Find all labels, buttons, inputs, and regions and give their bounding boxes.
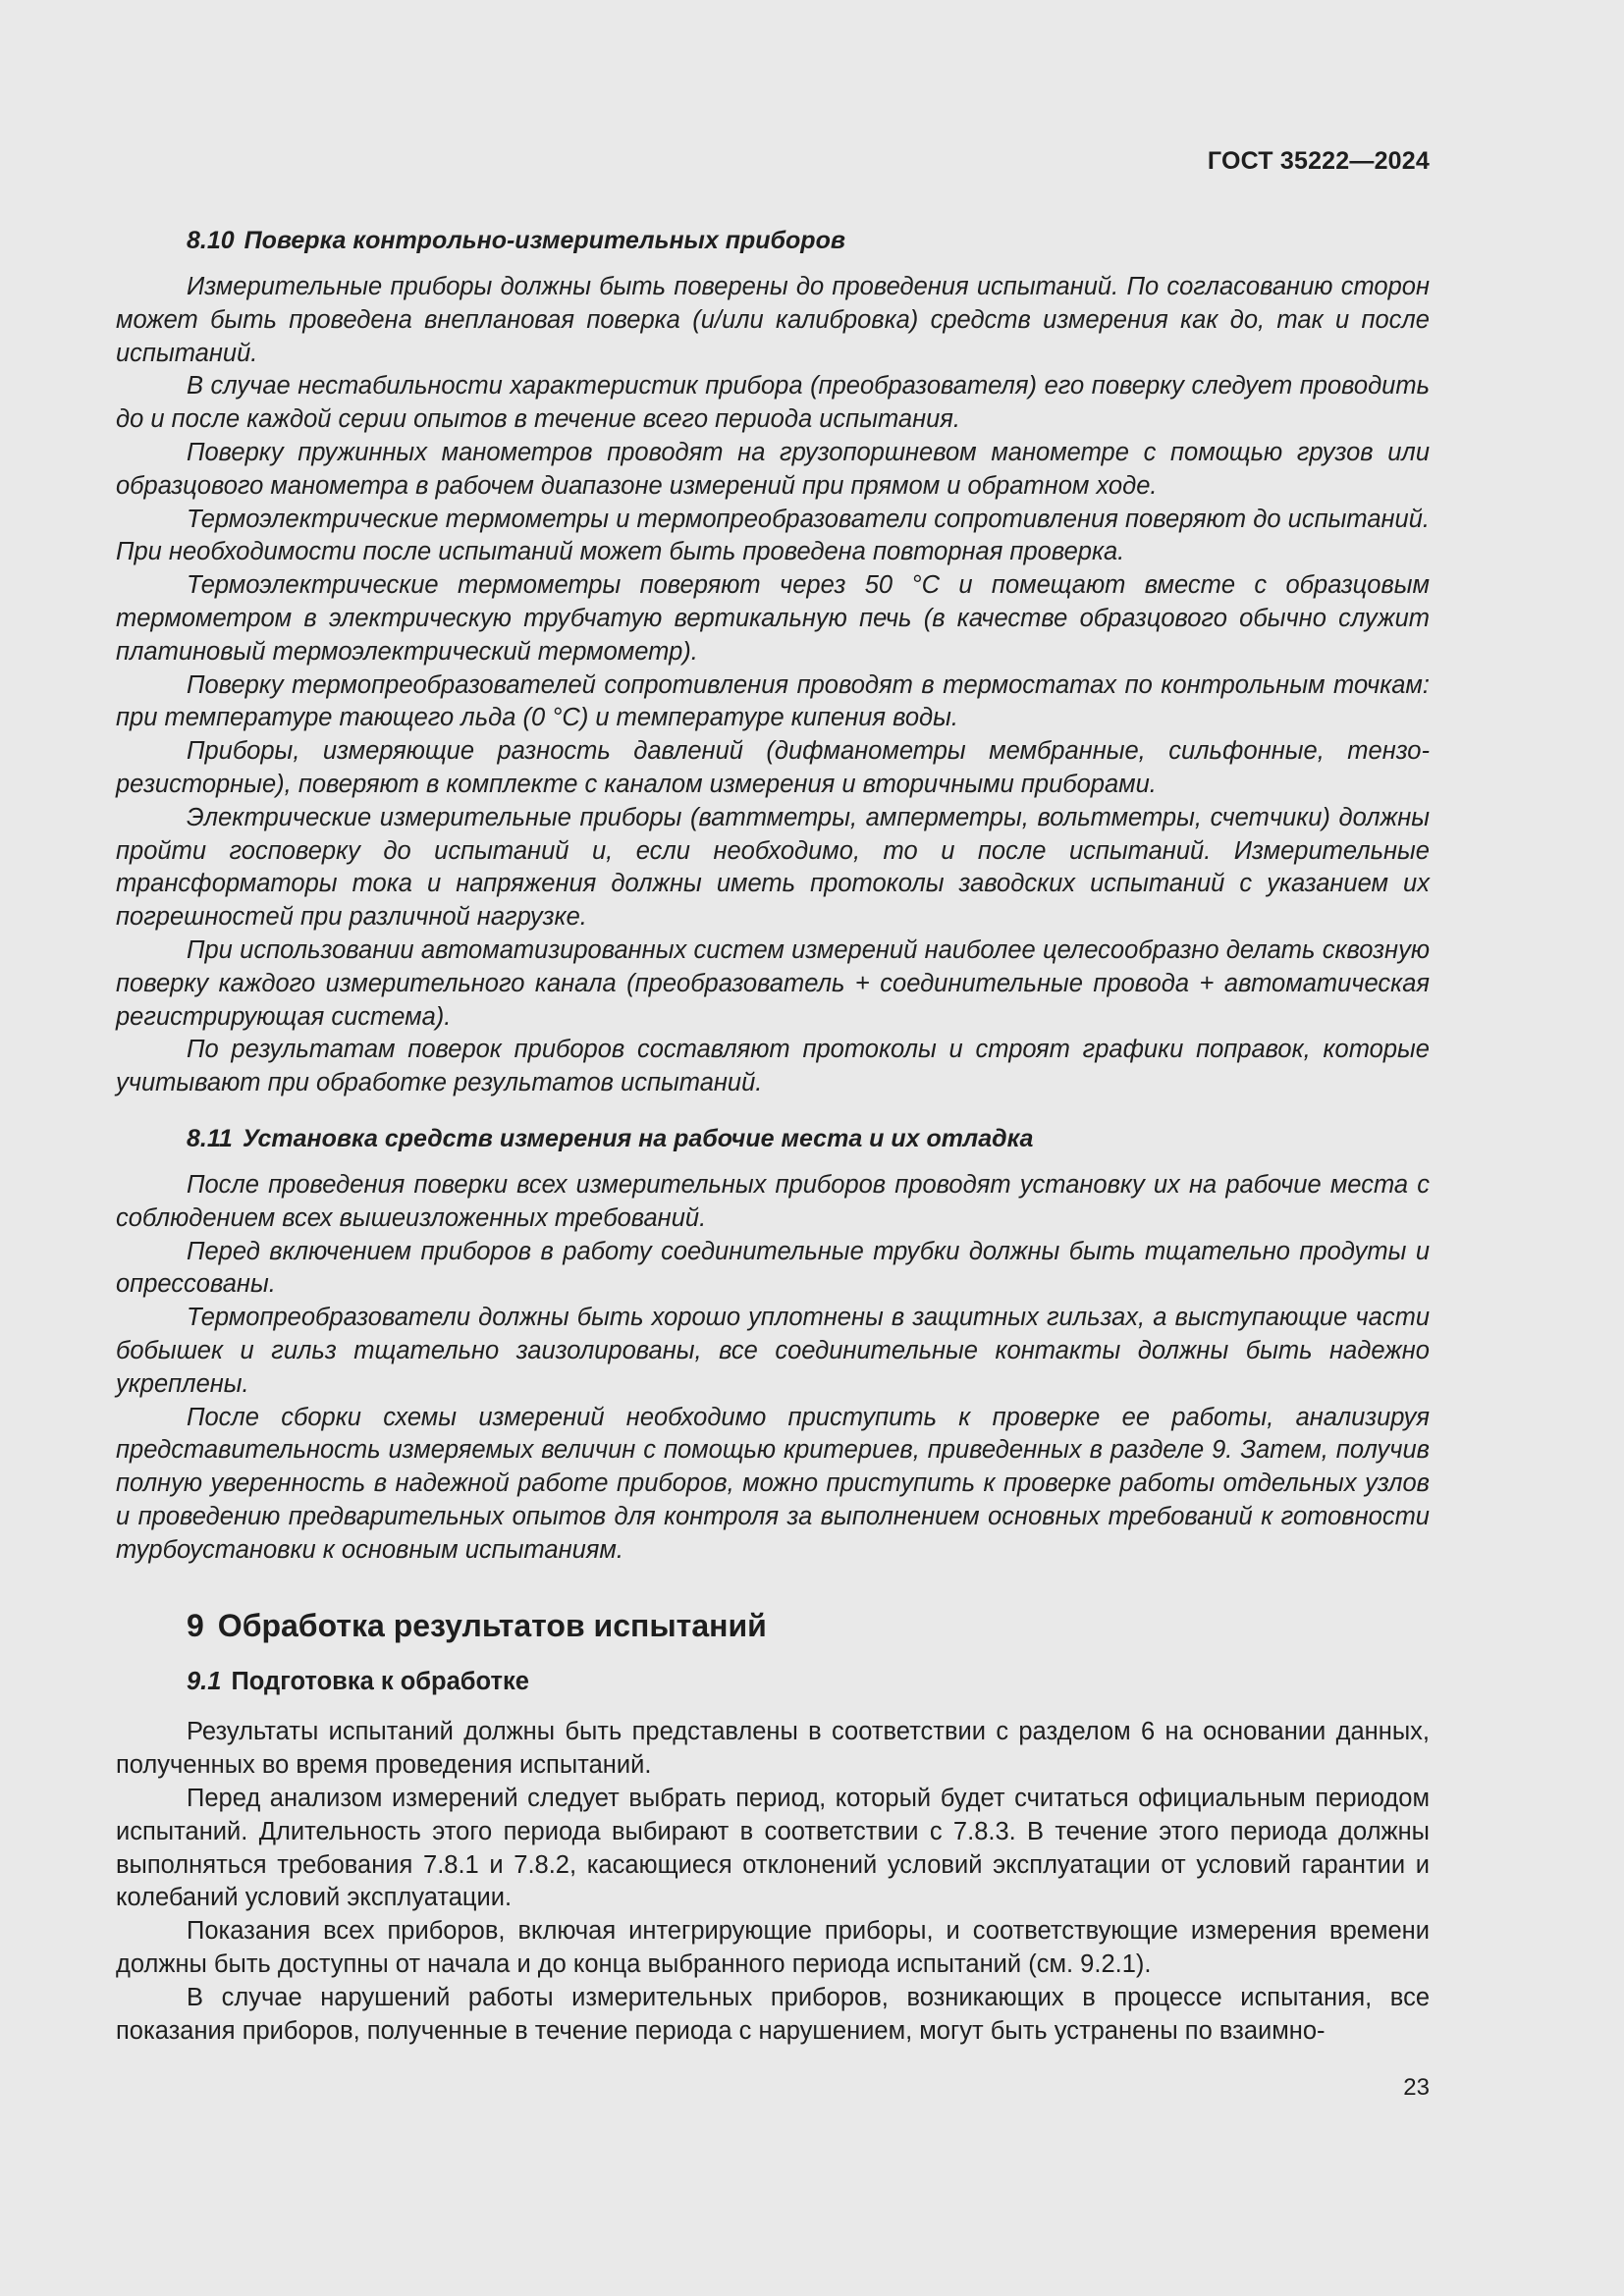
section-9-1-number: 9.1 (187, 1668, 222, 1696)
section-9-1-heading (187, 1665, 1430, 1698)
section-9-title: Обработка результатов испытаний (217, 1608, 767, 1644)
section-8-10-title: Поверка контрольно-измерительных приборов (244, 227, 845, 254)
section-8-11-number: 8.11 (187, 1124, 233, 1152)
paragraph: Показания всех приборов, включая интегрирующие приборы, и соответствующие измерения времени должны быть доступны от начала и до конца выбранного периода испытаний (см. 9.2.1). (116, 1917, 1430, 1979)
paragraph: Термопреобразователи должны быть хорошо уплотнены в защитных гильзах, а выступающие части бобышек и гильз тщательно заизолированы, все соединительные контакты должны быть надежно укреплены. (116, 1304, 1430, 1398)
section-8-11-title: Установка средств измерения на рабочие места и их отладка (242, 1124, 1034, 1152)
section-8-10-heading (187, 224, 1430, 257)
section-8-11-heading (187, 1122, 1430, 1155)
paragraph: Перед включением приборов в работу соединительные трубки должны быть тщательно продуты и опрессованы. (116, 1237, 1430, 1299)
page-number: 23 (1403, 2074, 1430, 2101)
paragraph: Термоэлектрические термометры поверяют через 50 °С и помещают вместе с образцовым термометром в электрическую трубчатую вертикальную печь (в качестве образцового обычно служит платиновый термоэлектрический термометр). (116, 571, 1430, 666)
section-9-number: 9 (187, 1608, 204, 1644)
paragraph: Электрические измерительные приборы (ваттметры, амперметры, вольтметры, счетчики) должны пройти госповерку до испытаний и, если необходимо, то и после испытаний. Измерительные трансформаторы тока и напряжения должны иметь протоколы заводских испытаний с указанием их погрешностей при различной нагрузке. (116, 803, 1430, 932)
section-8-11 (116, 1122, 1430, 1568)
paragraph: Приборы, измеряющие разность давлений (дифманометры мембранные, сильфонные, тензорезисторные), поверяют в комплекте с каналом измерения и вторичными приборами. (116, 737, 1430, 798)
document-page (116, 0, 1430, 2296)
paragraph: Измерительные приборы должны быть поверены до проведения испытаний. По согласованию сторон может быть проведена внеплановая поверка (и/или калибровка) средств измерения как до, так и после испытаний. (116, 273, 1430, 367)
section-8-10-number: 8.10 (187, 227, 235, 254)
paragraph: После проведения поверки всех измерительных приборов проводят установку их на рабочие места с соблюдением всех вышеизложенных требований. (116, 1170, 1430, 1232)
paragraph: Поверку термопреобразователей сопротивления проводят в термостатах по контрольным точкам: при температуре тающего льда (0 °С) и температуре кипения воды. (116, 670, 1430, 732)
section-9-1-title: Подготовка к обработке (231, 1668, 529, 1696)
document-code: ГОСТ 35222—2024 (1207, 147, 1430, 175)
paragraph: При использовании автоматизированных систем измерений наиболее целесообразно делать сквозную поверку каждого измерительного канала (преобразователь + соединительные провода + автоматическая регистрирующая система). (116, 935, 1430, 1031)
page-content (116, 224, 1430, 2048)
paragraph: По результатам поверок приборов составляют протоколы и строят графики поправок, которые учитывают при обработке результатов испытаний. (116, 1036, 1430, 1097)
section-9-1 (116, 1665, 1430, 2048)
paragraph: Результаты испытаний должны быть представлены в соответствии с разделом 6 на основании данных, полученных во время проведения испытаний. (116, 1718, 1430, 1780)
paragraph: Термоэлектрические термометры и термопреобразователи сопротивления поверяют до испытаний. При необходимости после испытаний может быть проведена повторная проверка. (116, 505, 1430, 566)
paragraph: Поверку пружинных манометров проводят на грузопоршневом манометре с помощью грузов или образцового манометра в рабочем диапазоне измерений при прямом и обратном ходе. (116, 438, 1430, 500)
section-8-10 (116, 224, 1430, 1100)
paragraph: Перед анализом измерений следует выбрать период, который будет считаться официальным периодом испытаний. Длительность этого периода выбирают в соответствии с 7.8.3. В течение этого периода должны выполняться требования 7.8.1 и 7.8.2, касающиеся отклонений условий эксплуатации от условий гарантии и колебаний условий эксплуатации. (116, 1785, 1430, 1912)
section-9-heading (187, 1606, 1430, 1645)
paragraph: После сборки схемы измерений необходимо приступить к проверке ее работы, анализируя представительность измеряемых величин с помощью критериев, приведенных в разделе 9. Затем, получив полную уверенность в надежной работе приборов, можно приступить к проверке работы отдельных узлов и проведению предварительных опытов для контроля за выполнением основных требований к готовности турбоустановки к основным испытаниям. (116, 1403, 1430, 1564)
paragraph: В случае нестабильности характеристик прибора (преобразователя) его поверку следует проводить до и после каждой серии опытов в течение всего периода испытания. (116, 372, 1430, 434)
paragraph: В случае нарушений работы измерительных приборов, возникающих в процессе испытания, все показания приборов, полученные в течение периода с нарушением, могут быть устранены по взаимно- (116, 1983, 1430, 2045)
